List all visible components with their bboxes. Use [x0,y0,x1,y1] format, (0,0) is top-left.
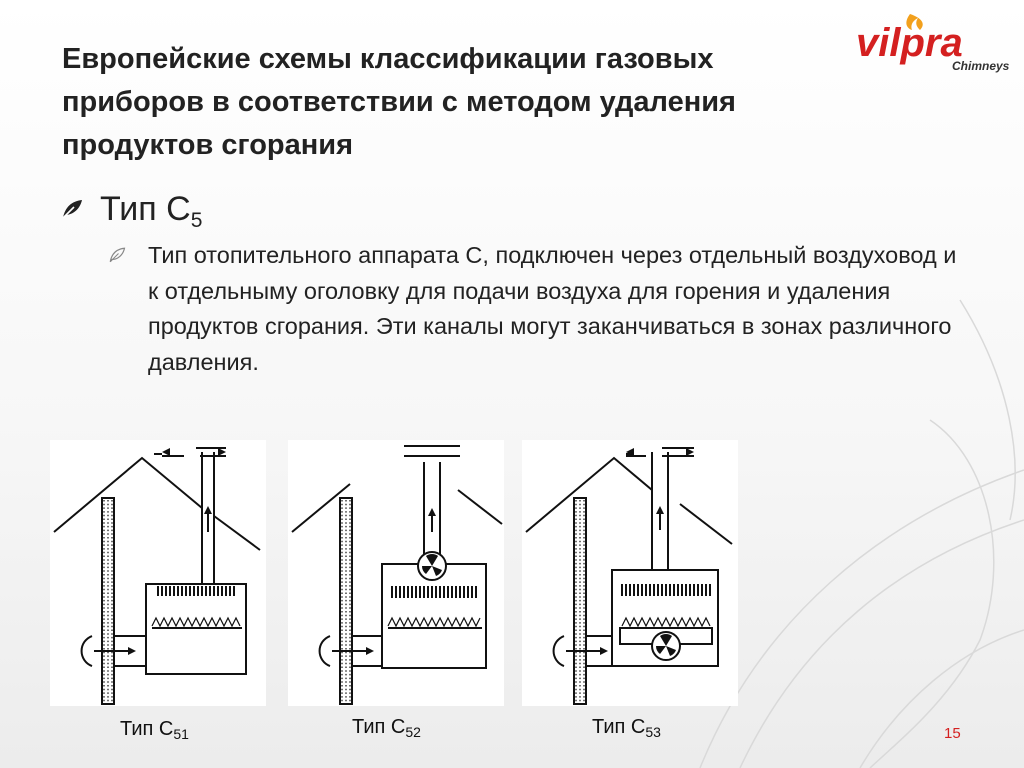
diagram-c52 [288,440,504,706]
description-text: Тип отопительного аппарата С, подключен через отдельный воздуховод и к отдельныму оголовку для подачи воздуха для горения и удаления продуктов сгорания. Эти каналы могут заканчиваться в зонах различного давления. [148,242,957,375]
leaf-icon [60,197,84,221]
caption-c51-text: Тип С [120,718,174,740]
caption-c52-text: Тип С [352,716,406,738]
caption-c53 [592,716,661,739]
page-number: 15 [944,725,961,742]
svg-text:vilpra: vilpra [856,21,963,65]
caption-c52-subscript: 52 [405,724,421,741]
caption-c52 [352,716,421,739]
caption-c51-subscript: 51 [173,726,189,743]
leaf-outline-icon [108,246,126,264]
diagram-c53 [522,440,738,706]
caption-c53-subscript: 53 [645,724,661,741]
bullet1-subscript: 5 [190,209,203,233]
slide-title: Европейские схемы классификации газовых приборов в соответствии с методом удаления продуктов сгорания [62,43,736,161]
svg-text:Chimneys: Chimneys [952,59,1010,73]
caption-c53-text: Тип С [592,716,646,738]
bullet1-text: Тип С [100,190,191,228]
vilpra-logo [848,8,1018,78]
diagram-c51 [50,440,266,706]
caption-c51 [120,718,189,741]
